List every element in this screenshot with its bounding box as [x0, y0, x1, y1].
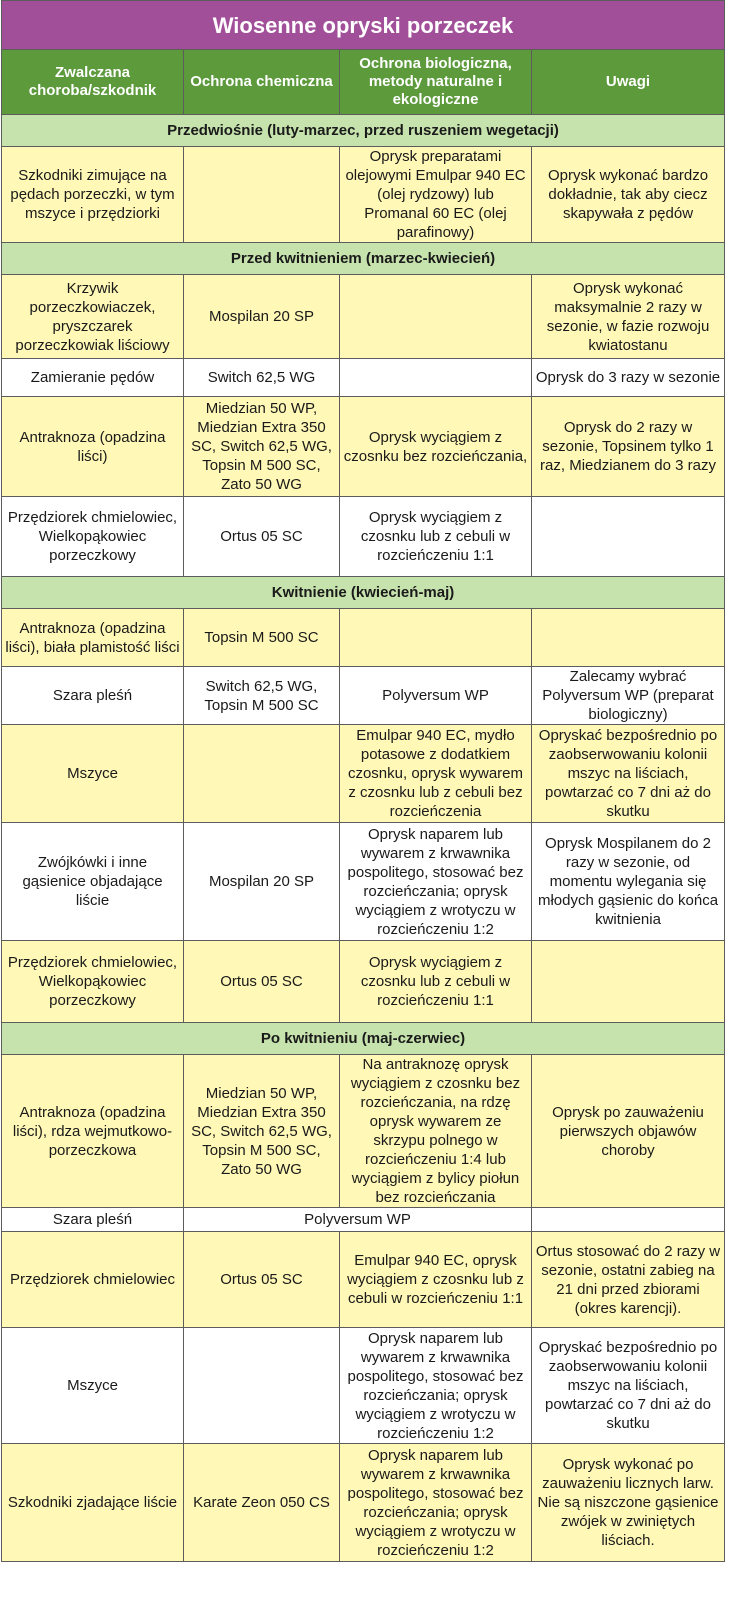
- notes-cell: Oprysk wykonać maksymalnie 2 razy w sezonie, w fazie rozwoju kwiatostanu: [532, 275, 725, 359]
- merged-treatment-cell: Polyversum WP: [184, 1208, 532, 1232]
- pest-cell: Zamieranie pędów: [2, 359, 184, 397]
- chemical-cell: [184, 147, 340, 243]
- pest-cell: Przędziorek chmielowiec, Wielkopąkowiec porzeczkowy: [2, 941, 184, 1023]
- biological-cell: Oprysk wyciągiem z czosnku lub z cebuli w rozcieńczeniu 1:1: [340, 941, 532, 1023]
- title-row: [2, 1, 725, 50]
- pest-cell: Szara pleśń: [2, 1208, 184, 1232]
- section-row: [2, 243, 725, 275]
- biological-cell: Oprysk naparem lub wywarem z krwawnika pospolitego, stosować bez rozcieńczania; oprysk wyciągiem z wrotyczu w rozcieńczeniu 1:2: [340, 1328, 532, 1444]
- chemical-cell: Ortus 05 SC: [184, 497, 340, 577]
- notes-cell: Ortus stosować do 2 razy w sezonie, ostatni zabieg na 21 dni przed zbiorami (okres karencji).: [532, 1232, 725, 1328]
- biological-cell: [340, 609, 532, 667]
- table-body: [2, 1, 725, 1562]
- table-row: [2, 667, 725, 725]
- chemical-cell: Miedzian 50 WP, Miedzian Extra 350 SC, Switch 62,5 WG, Topsin M 500 SC, Zato 50 WG: [184, 397, 340, 497]
- column-header-chemical: Ochrona chemiczna: [184, 50, 340, 115]
- biological-cell: Emulpar 940 EC, oprysk wyciągiem z czosnku lub z cebuli w rozcieńczeniu 1:1: [340, 1232, 532, 1328]
- header-row: [2, 50, 725, 115]
- pest-cell: Antraknoza (opadzina liści): [2, 397, 184, 497]
- pest-cell: Mszyce: [2, 1328, 184, 1444]
- table-row: [2, 275, 725, 359]
- notes-cell: [532, 941, 725, 1023]
- chemical-cell: Switch 62,5 WG: [184, 359, 340, 397]
- table-row: [2, 1328, 725, 1444]
- section-label: Kwitnienie (kwiecień-maj): [2, 577, 725, 609]
- notes-cell: Opryskać bezpośrednio po zaobserwowaniu kolonii mszyc na liściach, powtarzać co 7 dni aż do skutku: [532, 725, 725, 823]
- chemical-cell: Ortus 05 SC: [184, 1232, 340, 1328]
- biological-cell: Oprysk naparem lub wywarem z krwawnika pospolitego, stosować bez rozcieńczania; oprysk wyciągiem z wrotyczu w rozcieńczeniu 1:2: [340, 1444, 532, 1562]
- section-row: [2, 1023, 725, 1055]
- pest-cell: Antraknoza (opadzina liści), biała plamistość liści: [2, 609, 184, 667]
- page-title: Wiosenne opryski porzeczek: [2, 1, 725, 50]
- chemical-cell: Mospilan 20 SP: [184, 275, 340, 359]
- notes-cell: [532, 497, 725, 577]
- table-row: [2, 1232, 725, 1328]
- notes-cell: Oprysk wykonać bardzo dokładnie, tak aby ciecz skapywała z pędów: [532, 147, 725, 243]
- pest-cell: Krzywik porzeczkowiaczek, pryszczarek porzeczkowiak liściowy: [2, 275, 184, 359]
- biological-cell: Oprysk preparatami olejowymi Emulpar 940 EC (olej rydzowy) lub Promanal 60 EC (olej parafinowy): [340, 147, 532, 243]
- table-row: [2, 1208, 725, 1232]
- table-row: [2, 823, 725, 941]
- biological-cell: Polyversum WP: [340, 667, 532, 725]
- column-header-biological: Ochrona biologiczna, metody naturalne i ekologiczne: [340, 50, 532, 115]
- chemical-cell: Switch 62,5 WG, Topsin M 500 SC: [184, 667, 340, 725]
- chemical-cell: Topsin M 500 SC: [184, 609, 340, 667]
- table-row: [2, 359, 725, 397]
- column-header-pest: Zwalczana choroba/szkodnik: [2, 50, 184, 115]
- table-row: [2, 1444, 725, 1562]
- chemical-cell: Mospilan 20 SP: [184, 823, 340, 941]
- pest-cell: Mszyce: [2, 725, 184, 823]
- table-row: [2, 397, 725, 497]
- biological-cell: Oprysk wyciągiem z czosnku bez rozcieńczania,: [340, 397, 532, 497]
- notes-cell: Oprysk Mospilanem do 2 razy w sezonie, od momentu wylegania się młodych gąsienic do końca kwitnienia: [532, 823, 725, 941]
- table-row: [2, 609, 725, 667]
- chemical-cell: [184, 1328, 340, 1444]
- notes-cell: [532, 1208, 725, 1232]
- biological-cell: [340, 359, 532, 397]
- table-row: [2, 725, 725, 823]
- pest-cell: Przędziorek chmielowiec: [2, 1232, 184, 1328]
- notes-cell: Oprysk do 3 razy w sezonie: [532, 359, 725, 397]
- biological-cell: [340, 275, 532, 359]
- notes-cell: [532, 609, 725, 667]
- biological-cell: Na antraknozę oprysk wyciągiem z czosnku bez rozcieńczania, na rdzę oprysk wywarem ze skrzypu polnego w rozcieńczeniu 1:4 lub wyciągiem z bylicy piołun bez rozcieńczania: [340, 1055, 532, 1208]
- biological-cell: Oprysk naparem lub wywarem z krwawnika pospolitego, stosować bez rozcieńczania; oprysk wyciągiem z wrotyczu w rozcieńczeniu 1:2: [340, 823, 532, 941]
- pest-cell: Zwójkówki i inne gąsienice objadające liście: [2, 823, 184, 941]
- chemical-cell: Miedzian 50 WP, Miedzian Extra 350 SC, Switch 62,5 WG, Topsin M 500 SC, Zato 50 WG: [184, 1055, 340, 1208]
- table-row: [2, 941, 725, 1023]
- chemical-cell: Karate Zeon 050 CS: [184, 1444, 340, 1562]
- notes-cell: Oprysk do 2 razy w sezonie, Topsinem tylko 1 raz, Miedzianem do 3 razy: [532, 397, 725, 497]
- notes-cell: Oprysk wykonać po zauważeniu licznych larw. Nie są niszczone gąsienice zwójek w zwiniętych liściach.: [532, 1444, 725, 1562]
- notes-cell: Opryskać bezpośrednio po zaobserwowaniu kolonii mszyc na liściach, powtarzać co 7 dni aż do skutku: [532, 1328, 725, 1444]
- biological-cell: Oprysk wyciągiem z czosnku lub z cebuli w rozcieńczeniu 1:1: [340, 497, 532, 577]
- column-header-notes: Uwagi: [532, 50, 725, 115]
- chemical-cell: [184, 725, 340, 823]
- section-label: Przed kwitnieniem (marzec-kwiecień): [2, 243, 725, 275]
- table-row: [2, 497, 725, 577]
- table-row: [2, 147, 725, 243]
- table-row: [2, 1055, 725, 1208]
- notes-cell: Oprysk po zauważeniu pierwszych objawów choroby: [532, 1055, 725, 1208]
- chemical-cell: Ortus 05 SC: [184, 941, 340, 1023]
- section-label: Po kwitnieniu (maj-czerwiec): [2, 1023, 725, 1055]
- notes-cell: Zalecamy wybrać Polyversum WP (preparat biologiczny): [532, 667, 725, 725]
- pest-cell: Szkodniki zjadające liście: [2, 1444, 184, 1562]
- spray-schedule-table: [1, 0, 725, 1562]
- pest-cell: Szkodniki zimujące na pędach porzeczki, w tym mszyce i przędziorki: [2, 147, 184, 243]
- section-row: [2, 577, 725, 609]
- section-label: Przedwiośnie (luty-marzec, przed ruszeniem wegetacji): [2, 115, 725, 147]
- section-row: [2, 115, 725, 147]
- biological-cell: Emulpar 940 EC, mydło potasowe z dodatkiem czosnku, oprysk wywarem z czosnku lub z cebuli bez rozcieńczenia: [340, 725, 532, 823]
- pest-cell: Antraknoza (opadzina liści), rdza wejmutkowo-porzeczkowa: [2, 1055, 184, 1208]
- pest-cell: Przędziorek chmielowiec, Wielkopąkowiec porzeczkowy: [2, 497, 184, 577]
- pest-cell: Szara pleśń: [2, 667, 184, 725]
